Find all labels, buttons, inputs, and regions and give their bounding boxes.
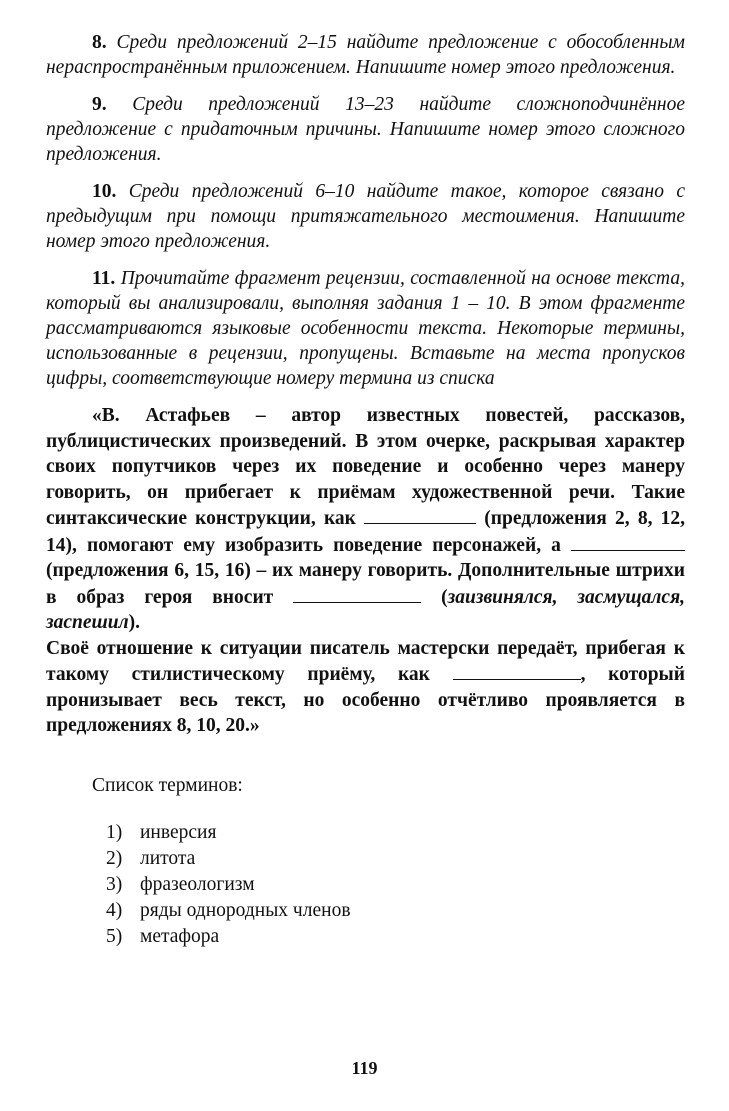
answer-blank-3[interactable] <box>293 584 421 603</box>
list-item <box>106 872 685 898</box>
review-text: Своё отношение к ситуации писатель мастерски передаёт, прибегая к такому стилистическому приёму, как <box>46 637 685 685</box>
term-label: фразеологизм <box>140 873 255 895</box>
answer-blank-1[interactable] <box>364 505 476 524</box>
term-number: 4) <box>106 899 123 921</box>
list-item <box>106 898 685 924</box>
list-item <box>106 924 685 950</box>
term-number: 2) <box>106 847 123 869</box>
task-8 <box>46 30 685 80</box>
terms-list <box>106 820 685 950</box>
review-examples: заизвинялся, засмущался, заспешил <box>46 586 685 633</box>
task-number: 8. <box>92 32 107 53</box>
review-text: ( <box>421 586 448 608</box>
term-number: 3) <box>106 873 123 895</box>
term-label: литота <box>140 847 196 869</box>
review-text: «В. Астафьев – автор известных повестей, рассказов, публицистических произведений. В этом очерке, раскрывая характер своих попутчиков через их поведение и особенно через манеру говорить, он прибегает к приёмам художественной речи. Такие синтаксические конструкции, как <box>46 405 685 529</box>
term-label: ряды однородных членов <box>140 899 351 921</box>
task-text: Среди предложений 13–23 найдите сложноподчинённое предложение с придаточным причины. Напишите номер этого сложного предложения. <box>46 94 686 165</box>
term-label: метафора <box>140 925 220 947</box>
review-fragment-continued <box>46 636 685 739</box>
task-10 <box>46 179 685 254</box>
review-text: , который пронизывает весь текст, но особенно отчётливо проявляется в предложениях 8, 10, 20.» <box>46 664 685 736</box>
term-number: 5) <box>106 925 123 947</box>
term-number: 1) <box>106 821 123 843</box>
task-9 <box>46 92 685 167</box>
answer-blank-4[interactable] <box>453 661 581 680</box>
task-text: Прочитайте фрагмент рецензии, составленной на основе текста, который вы анализировали, выполняя задания 1 – 10. В этом фрагменте рассматриваются языковые особенности текста. Некоторые термины, использованные в рецензии, пропущены. Вставьте на места пропусков цифры, соответствующие номеру термина из списка <box>46 268 686 389</box>
task-text: Среди предложений 2–15 найдите предложение с обособленным нераспространённым приложением. Напишите номер этого предложения. <box>46 32 686 78</box>
term-label: инверсия <box>140 821 217 843</box>
task-text: Среди предложений 6–10 найдите такое, которое связано с предыдущим при помощи притяжательного местоимения. Напишите номер этого предложения. <box>46 181 685 252</box>
task-number: 11. <box>92 268 116 289</box>
list-item <box>106 820 685 846</box>
task-11 <box>46 266 685 391</box>
review-text: ). <box>128 612 140 633</box>
answer-blank-2[interactable] <box>571 532 685 551</box>
review-text: (предложения 6, 15, 16) – их манеру говорить. Дополнительные штрихи в образ героя вносит <box>46 560 685 608</box>
page-number: 119 <box>351 1058 378 1078</box>
review-fragment <box>46 403 685 636</box>
review-text: (предложения 2, 8, 12, 14), помогают ему изобразить поведение персонажей, а <box>46 508 685 556</box>
terms-list-title: Список терминов: <box>92 774 243 796</box>
list-item <box>106 846 685 872</box>
task-number: 10. <box>92 181 117 202</box>
task-number: 9. <box>92 94 107 115</box>
